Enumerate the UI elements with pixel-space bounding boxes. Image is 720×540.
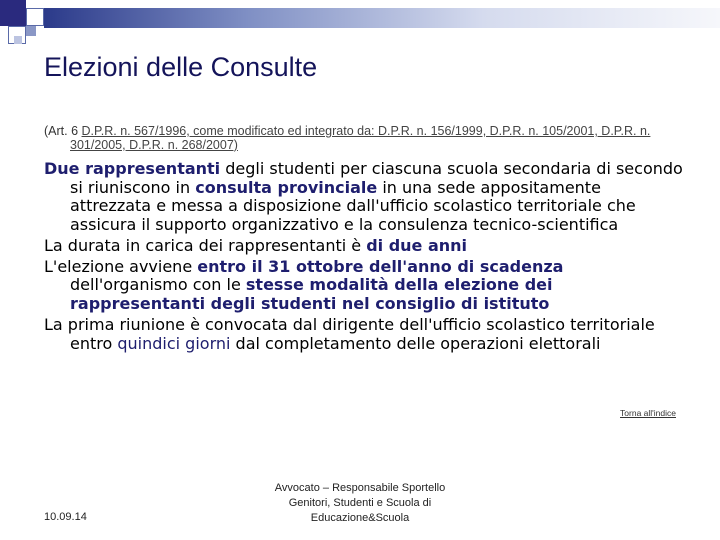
body-text: degli studenti per ciascuna scuola secondaria di secondo si riuniscono in xyxy=(70,159,683,197)
body-text: dell'organismo con le xyxy=(70,275,246,295)
emphasis-text: entro il 31 ottobre dell'anno di scadenza xyxy=(197,256,564,276)
reference-prefix: (Art. 6 xyxy=(44,124,82,138)
reference-link[interactable]: D.P.R. n. 567/1996, come modificato ed integrato da: D.P.R. n. 156/1999, D.P.R. n. 105/2001, D.P.R. n. 301/2005, D.P.R. n. 268/2007) xyxy=(70,124,651,152)
slide-body xyxy=(44,160,684,356)
footer-author xyxy=(250,481,470,526)
footer-line: Avvocato – Responsabile Sportello xyxy=(274,482,446,494)
decorative-square-light xyxy=(14,36,22,44)
body-text: dal completamento delle operazioni elettorali xyxy=(230,333,601,353)
footer-line: Educazione&Scuola xyxy=(310,512,410,524)
body-text: in una sede appositamente attrezzata e messa a disposizione dall'ufficio scolastico territoriale che assicura il supporto organizzativo e la consulenza tecnico-scientifica xyxy=(70,177,636,234)
paragraph-elezione xyxy=(44,258,684,314)
emphasis-text: Due rappresentanti xyxy=(44,159,221,178)
back-to-index-link[interactable]: Torna all'indice xyxy=(620,408,676,418)
emphasis-text: di due anni xyxy=(366,235,468,255)
decorative-square-outline-top xyxy=(26,8,44,26)
body-text: La prima riunione è convocata dal dirigente dell'ufficio scolastico territoriale entro xyxy=(44,314,655,353)
body-text: La durata in carica dei rappresentanti è xyxy=(44,235,367,255)
footer-line: Genitori, Studenti e Scuola di xyxy=(288,497,432,509)
paragraph-rappresentanti xyxy=(44,160,684,234)
slide-title: Elezioni delle Consulte xyxy=(44,52,318,82)
emphasis-text: consulta provinciale xyxy=(195,177,378,197)
decorative-square-medium xyxy=(26,26,36,36)
footer-date: 10.09.14 xyxy=(44,511,87,523)
header-gradient-bar xyxy=(44,8,720,28)
body-text: L'elezione avviene xyxy=(44,256,198,276)
paragraph-durata xyxy=(44,237,684,256)
decorative-square-dark xyxy=(0,0,26,26)
legal-reference xyxy=(44,124,700,152)
paragraph-riunione xyxy=(44,316,684,353)
emphasis-text: quindici giorni xyxy=(117,333,231,353)
emphasis-text: stesse modalità della elezione dei rappresentanti degli studenti nel consiglio di istituto xyxy=(70,275,553,313)
